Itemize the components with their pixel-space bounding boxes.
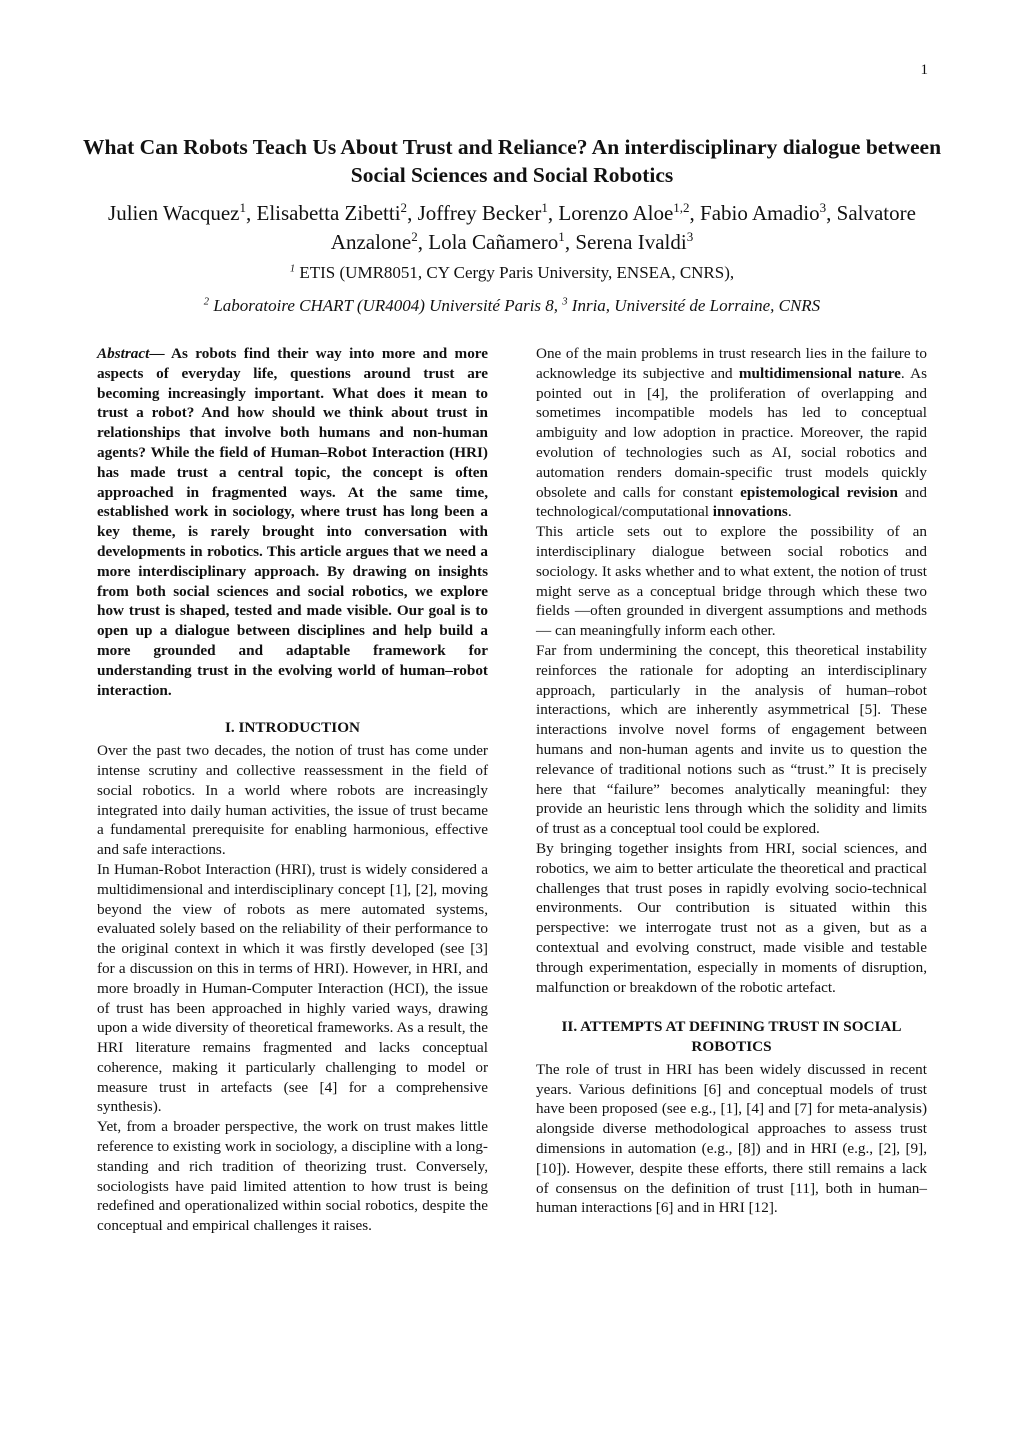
author-list <box>60 199 964 257</box>
author: Lola Cañamero$^1$, <box>428 229 576 254</box>
author: Serena Ivaldi$^3$ <box>575 229 694 254</box>
left-column <box>97 344 488 1236</box>
abstract-label: Abstract <box>97 345 150 362</box>
paragraph: The role of trust in HRI has been widely discussed in recent years. Various definitions [6] and conceptual models of trust have been proposed (see e.g., [1], [4] and [7] for meta-analysis) alongside diverse methodological approaches to assess trust dimensions in automation (e.g., [8]) and in HRI (e.g., [2], [9], [10]). However, despite these efforts, there still remains a lack of consensus on the definition of trust [11], both in human–human interactions [6] and in HRI [12]. <box>536 1060 927 1217</box>
paragraph: Over the past two decades, the notion of trust has come under intense scrutiny and collective reassessment in the field of social robotics. In a world where robots are increasingly integrated into daily human activities, the issue of trust became a fundamental prerequisite for enabling harmonious, effective and safe interactions. <box>97 742 488 859</box>
abstract <box>97 344 488 700</box>
author: Joffrey Becker$^1$, <box>417 200 559 225</box>
page-number: 1 <box>920 62 928 78</box>
author: Salvatore Anzalone$^2$, <box>330 201 916 254</box>
right-column <box>536 344 927 1218</box>
author: Elisabetta Zibetti$^2$, <box>256 200 418 225</box>
author: Fabio Amadio$^3$, <box>700 200 837 225</box>
paper-title: What Can Robots Teach Us About Trust and Reliance? An interdisciplinary dialogue between Social Sciences and Social Robotics <box>82 135 942 187</box>
abstract-text: — As robots find their way into more and more aspects of everyday life, questions around trust are becoming increasingly important. What does it mean to trust a robot? And how should we think about trust in relationships that involve both humans and non-human agents? While the field of Human–Robot Interaction (HRI) has made trust a central topic, the concept is often approached in fragmented ways. At the same time, established work in sociology, where trust has long been a key theme, is rarely brought into conversation with developments in robotics. This article argues that we need a more interdisciplinary approach. By drawing on insights from both social sciences and social robotics, we explore how trust is shaped, tested and made visible. Our goal is to open up a dialogue between disciplines and help build a more grounded and adaptable framework for understanding trust in the evolving world of human–robot interaction. <box>97 345 488 699</box>
paragraph: Far from undermining the concept, this theoretical instability reinforces the rationale for adopting an interdisciplinary approach, particularly in the analysis of human–robot interactions, which are inherently asymmetrical [5]. These interactions involve novel forms of engagement between humans and non-human agents and invite us to question the relevance of traditional notions such as “trust.” It is precisely here that “failure” becomes analytically meaningful: they provide an heuristic lens through which the solidity and limits of trust as a conceptual tool could be explored. <box>536 641 927 838</box>
affiliation-1: $^1$ ETIS (UMR8051, CY Cergy Paris University, ENSEA, CNRS), <box>289 263 735 282</box>
paragraph: By bringing together insights from HRI, social sciences, and robotics, we aim to better articulate the theoretical and practical challenges that trust poses in rapidly evolving socio-technical environments. Our contribution is situated within this perspective: we interrogate trust not as a given, but as a contextual and evolving construct, made visible and testable through experimentation, especially in moments of disruption, malfunction or breakdown of the robotic artefact. <box>536 839 927 996</box>
section-heading-defining-trust: II. ATTEMPTS AT DEFINING TRUST IN SOCIAL ROBOTICS <box>561 1018 902 1056</box>
author: Julien Wacquez$^1$, <box>108 200 257 225</box>
paragraph: In Human-Robot Interaction (HRI), trust is widely considered a multidimensional and interdisciplinary concept [1], [2], moving beyond the view of robots as mere automated systems, evaluated solely based on the reliability of their performance to the original context in which it was firstly developed (see [3] for a discussion on this in terms of HRI). However, in HRI, and more broadly in Human-Computer Interaction (HCI), the issue of trust has been approached in highly varied ways, drawing upon a wide diversity of theoretical frameworks. As a result, the HRI literature remains fragmented and lacks conceptual coherence, making it particularly challenging to model or measure trust in artefacts (see [4] for a comprehensive synthesis). <box>97 860 488 1116</box>
paragraph: This article sets out to explore the possibility of an interdisciplinary dialogue between social robotics and sociology. It asks whether and to what extent, the notion of trust might serve as a conceptual bridge through which these two fields —often grounded in divergent assumptions and methods— can meaningfully inform each other. <box>536 523 927 640</box>
affiliation-2: $^2$ Laboratoire CHART (UR4004) Université Paris 8, $^3$ Inria, Université de Lorraine, CNRS <box>203 296 821 315</box>
paragraph: One of the main problems in trust research lies in the failure to acknowledge its subjective and multidimensional nature. As pointed out in [4], the proliferation of overlapping and sometimes incompatible models has led to conceptual ambiguity and low adoption in practice. Moreover, the rapid evolution of technologies such as AI, social robotics and automation renders domain-specific trust models quickly obsolete and calls for constant epistemological revision and technological/computational innovations. <box>536 345 927 521</box>
paragraph: Yet, from a broader perspective, the work on trust makes little reference to existing work in sociology, a discipline with a long-standing and rich tradition of theorizing trust. Conversely, sociologists have paid limited attention to how trust is being redefined and operationalized within social robotics, despite the conceptual and empirical challenges it raises. <box>97 1118 488 1235</box>
author: Lorenzo Aloe$^{1,2}$, <box>558 200 701 225</box>
section-heading-introduction: I. INTRODUCTION <box>224 719 361 737</box>
